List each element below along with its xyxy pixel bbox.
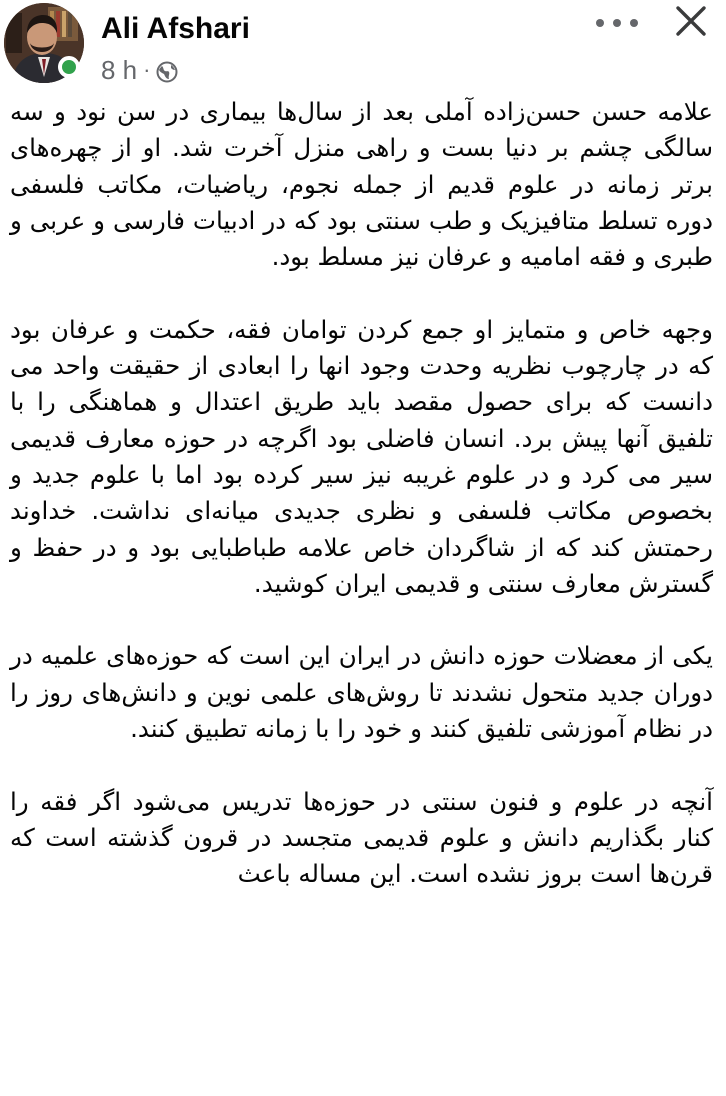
post-meta xyxy=(101,54,178,86)
more-dot xyxy=(613,19,621,27)
author-name[interactable]: Ali Afshari xyxy=(101,12,250,45)
close-icon[interactable] xyxy=(673,3,709,39)
post-paragraph: یکی از معضلات حوزه دانش در ایران این است که حوزه‌های علمیه در دوران جدید متحول نشدند تا روش‌های علمی نوین و دانش‌های روز را در نظام آموزشی تلفیق کنند و خود را با زمانه تطبیق کنند. xyxy=(10,641,713,744)
post-paragraph: علامه حسن حسن‌زاده آملی بعد از سال‌ها بیماری در سن نود و سه سالگی چشم بر دنیا بست و راهی منزل آخرت شد. او از چهره‌های برتر زمانه در علوم قدیم از جمله نجوم، ریاضیات، مکاتب فلسفی دوره تسلط متافیزیک و طب سنتی بود که در ادبیات فارسی و عربی و طبری و فقه امامیه و عرفان نیز مسلط بود. xyxy=(10,97,713,272)
post-paragraph: وجهه خاص و متمایز او جمع کردن توامان فقه، حکمت و عرفان بود که در چارچوب نظریه وحدت وجود انها را ابعادی از حقیقت واحد می دانست که برای حصول مقصد باید طریق اعتدال و هماهنگی را با تلفیق آنها پیش برد. انسان فاضلی بود اگرچه در حوزه معارف قدیمی سیر می کرد و در علوم غریبه نیز سیر کرده بود اما با علوم جدید و بخصوص مکاتب فلسفی و نظری جدیدی میانه‌ای نداشت. خداوند رحمتش کند که از شاگردان خاص علامه طباطبایی بود و در حفظ و گسترش معارف سنتی و قدیمی ایران کوشید. xyxy=(10,314,713,598)
post-time[interactable]: 8 h xyxy=(101,54,138,85)
globe-icon[interactable] xyxy=(156,59,178,81)
more-dot xyxy=(630,19,638,27)
more-options-icon[interactable] xyxy=(596,8,638,38)
post-paragraph: آنچه در علوم و فنون سنتی در حوزه‌ها تدریس می‌شود اگر فقه را کنار بگذاریم دانش و علوم قدیمی متجسد در قرون گذشته است که قرن‌ها است بروز نشده است. این مساله باعث xyxy=(10,786,713,889)
post-text xyxy=(10,94,713,893)
post-header xyxy=(0,0,726,96)
more-dot xyxy=(596,19,604,27)
meta-separator: · xyxy=(143,57,151,82)
online-status-dot xyxy=(58,56,80,78)
